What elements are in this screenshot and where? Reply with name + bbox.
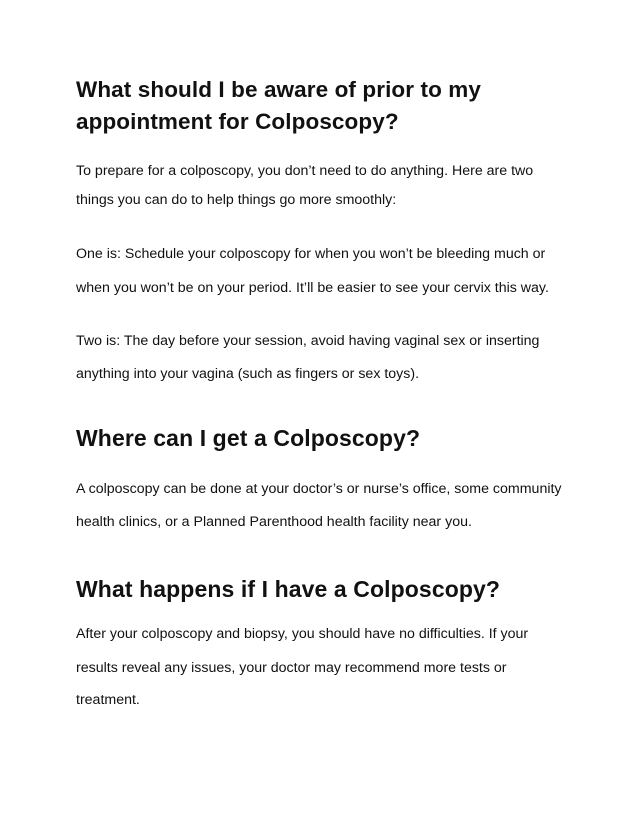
paragraph-two-is-cont [76, 366, 576, 383]
paragraph-after-cont [76, 660, 576, 677]
paragraph-where-cont [76, 514, 576, 531]
text-line: To prepare for a colposcopy, you don’t need to do anything. Here are two [76, 163, 534, 179]
heading-prior-to-appointment [76, 74, 576, 138]
paragraph-one-is-cont [76, 280, 576, 297]
heading-where-colposcopy [76, 422, 576, 454]
paragraph-after-end [76, 692, 576, 709]
text-line: After your colposcopy and biopsy, you should have no difficulties. If your [76, 626, 529, 642]
text-line: A colposcopy can be done at your doctor’s or nurse’s office, some community [76, 481, 562, 497]
heading-line: Where can I get a Colposcopy? [76, 425, 421, 451]
text-line: health clinics, or a Planned Parenthood health facility near you. [76, 514, 472, 530]
paragraph-one-is [76, 246, 576, 263]
text-line: Two is: The day before your session, avoid having vaginal sex or inserting [76, 333, 540, 349]
heading-what-happens [76, 573, 576, 605]
text-line: when you won’t be on your period. It’ll be easier to see your cervix this way. [76, 280, 549, 296]
paragraph-two-is [76, 333, 576, 350]
text-line: One is: Schedule your colposcopy for when you won’t be bleeding much or [76, 246, 546, 262]
heading-line: What should I be aware of prior to my [76, 77, 481, 102]
paragraph-prepare-cont [76, 192, 576, 209]
text-line: things you can do to help things go more smoothly: [76, 192, 397, 208]
paragraph-after [76, 626, 576, 643]
heading-line: What happens if I have a Colposcopy? [76, 576, 501, 602]
text-line: results reveal any issues, your doctor may recommend more tests or [76, 660, 507, 676]
paragraph-where [76, 481, 576, 498]
text-line: treatment. [76, 692, 140, 708]
heading-line: appointment for Colposcopy? [76, 109, 399, 134]
paragraph-prepare [76, 163, 576, 180]
text-line: anything into your vagina (such as fingers or sex toys). [76, 366, 420, 382]
